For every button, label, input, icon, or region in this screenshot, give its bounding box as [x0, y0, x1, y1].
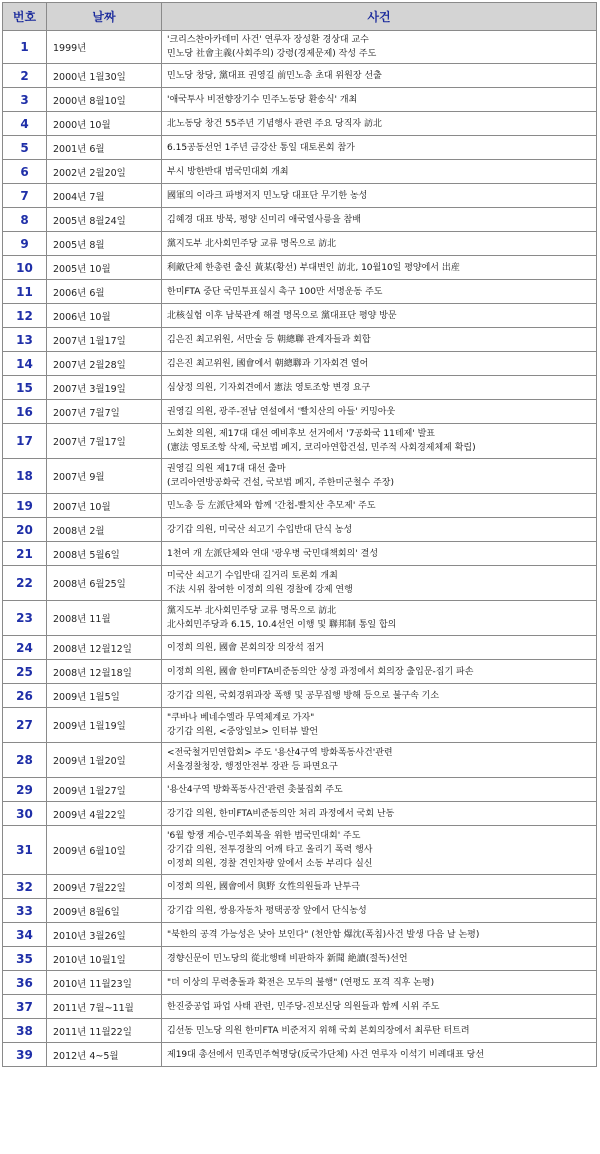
- event-line: 권영길 의원 제17대 대선 출마: [167, 464, 286, 474]
- event-line: '크리스찬아카데미 사건' 연루자 장성환 경상대 교수: [167, 35, 369, 45]
- row-event: [162, 31, 597, 64]
- row-date: 2007년 7월7일: [47, 400, 162, 424]
- event-line: 利敵단체 한총련 출신 黃某(황선) 부대변인 訪北, 10월10일 평양에서 出産: [167, 262, 460, 273]
- row-number: 5: [3, 136, 47, 160]
- row-date: 2008년 6월25일: [47, 566, 162, 601]
- table-row: [3, 136, 597, 160]
- table-row: [3, 376, 597, 400]
- row-date: 2009년 7월22일: [47, 875, 162, 899]
- table-row: [3, 899, 597, 923]
- event-line: 北노동당 창건 55주년 기념행사 관련 주요 당직자 訪北: [167, 118, 382, 129]
- row-number: 30: [3, 802, 47, 826]
- row-event: [162, 1043, 597, 1067]
- table-row: [3, 778, 597, 802]
- row-number: 33: [3, 899, 47, 923]
- row-event: [162, 708, 597, 743]
- row-number: 23: [3, 601, 47, 636]
- row-event: [162, 304, 597, 328]
- row-date: 2000년 10월: [47, 112, 162, 136]
- event-line: 이정희 의원, 경찰 견인차량 앞에서 소동 부리다 실신: [167, 859, 373, 869]
- row-event: [162, 459, 597, 494]
- header-date: 날짜: [47, 3, 162, 31]
- table-row: [3, 112, 597, 136]
- row-date: 2008년 12월18일: [47, 660, 162, 684]
- table-row: [3, 208, 597, 232]
- table-row: [3, 566, 597, 601]
- table-row: [3, 660, 597, 684]
- row-date: 2008년 5월6일: [47, 542, 162, 566]
- row-number: 29: [3, 778, 47, 802]
- event-line: (憲法 영토조항 삭제, 국보법 폐지, 코리아연합건설, 민주적 사회경제체제 확립): [167, 443, 476, 453]
- row-event: [162, 328, 597, 352]
- row-date: 2007년 10월: [47, 494, 162, 518]
- row-number: 37: [3, 995, 47, 1019]
- event-line: "더 이상의 무력충돌과 확전은 모두의 불행" (연평도 포격 직후 논평): [167, 977, 435, 988]
- event-line: 김은진 최고위원, 國會에서 朝總聯과 기자회견 열어: [167, 358, 369, 369]
- table-row: [3, 601, 597, 636]
- event-line: 강기갑 의원, 한미FTA비준동의안 처리 과정에서 국회 난동: [167, 808, 395, 819]
- row-event: [162, 802, 597, 826]
- row-date: 2009년 4월22일: [47, 802, 162, 826]
- row-date: 2011년 7월~11월: [47, 995, 162, 1019]
- row-date: 2008년 2월: [47, 518, 162, 542]
- row-number: 8: [3, 208, 47, 232]
- event-line: 민노당 창당, 黨대표 권영길 前민노총 초대 위원장 선출: [167, 70, 382, 81]
- row-date: 2000년 1월30일: [47, 64, 162, 88]
- event-line: 미국산 쇠고기 수입반대 길거리 토론회 개최: [167, 571, 338, 581]
- event-line: 강기갑 의원, 쌍용자동차 평택공장 앞에서 단식농성: [167, 905, 367, 916]
- event-line: 한진중공업 파업 사태 관련, 민주당-진보신당 의원들과 함께 시위 주도: [167, 1001, 440, 1012]
- row-date: 2005년 10월: [47, 256, 162, 280]
- event-line: 강기갑 의원, <중앙일보> 인터뷰 발언: [167, 727, 319, 737]
- table-row: [3, 636, 597, 660]
- row-date: 2009년 1월5일: [47, 684, 162, 708]
- table-row: [3, 304, 597, 328]
- table-row: [3, 88, 597, 112]
- event-line: 서울경찰청장, 행정안전부 장관 등 파면요구: [167, 762, 338, 772]
- event-line: 國軍의 이라크 파병저지 민노당 대표단 무기한 농성: [167, 190, 368, 201]
- event-line: '6월 항쟁 계승-민주회복을 위한 범국민대회' 주도: [167, 831, 361, 841]
- row-event: [162, 424, 597, 459]
- row-event: [162, 64, 597, 88]
- event-line: 이정희 의원, 國會에서 與野 女性의원들과 난투극: [167, 881, 360, 892]
- row-event: [162, 136, 597, 160]
- row-event: [162, 542, 597, 566]
- row-number: 24: [3, 636, 47, 660]
- event-line: 경향신문이 민노당의 從北행태 비판하자 新聞 絶讀(절독)선언: [167, 953, 408, 964]
- timeline-table: [2, 2, 597, 1067]
- row-event: [162, 160, 597, 184]
- row-event: [162, 601, 597, 636]
- row-number: 10: [3, 256, 47, 280]
- event-line: 노회찬 의원, 제17대 대선 예비후보 선거에서 '7공화국 11테제' 발표: [167, 429, 435, 439]
- row-date: 1999년: [47, 31, 162, 64]
- row-number: 36: [3, 971, 47, 995]
- row-number: 20: [3, 518, 47, 542]
- event-line: '애국투사 비전향장기수 민주노동당 환송식' 개최: [167, 94, 358, 105]
- table-row: [3, 542, 597, 566]
- timeline-table-container: [2, 2, 596, 1067]
- row-number: 14: [3, 352, 47, 376]
- row-date: 2001년 6월: [47, 136, 162, 160]
- table-row: [3, 160, 597, 184]
- table-row: [3, 184, 597, 208]
- header-row: [3, 3, 597, 31]
- table-body: [3, 31, 597, 1067]
- row-event: [162, 778, 597, 802]
- row-number: 16: [3, 400, 47, 424]
- table-row: [3, 826, 597, 875]
- row-event: [162, 684, 597, 708]
- event-line: 6.15공동선언 1주년 금강산 통일 대토론회 참가: [167, 142, 355, 153]
- event-line: "북한의 공격 가능성은 낮아 보인다" (천안함 爆沈(폭침)사건 발생 다음 날 논평): [167, 929, 480, 940]
- row-date: 2007년 2월28일: [47, 352, 162, 376]
- row-number: 26: [3, 684, 47, 708]
- row-date: 2006년 10월: [47, 304, 162, 328]
- row-date: 2000년 8월10일: [47, 88, 162, 112]
- event-line: 1천여 개 左派단체와 연대 '광우병 국민대책회의' 결성: [167, 548, 379, 559]
- row-event: [162, 875, 597, 899]
- row-event: [162, 280, 597, 304]
- event-line: 김혜경 대표 방북, 평양 신미리 애국열사릉을 참배: [167, 214, 361, 225]
- row-date: 2009년 1월27일: [47, 778, 162, 802]
- event-line: 심상정 의원, 기자회견에서 憲法 영토조항 변경 요구: [167, 382, 371, 393]
- table-row: [3, 875, 597, 899]
- row-date: 2005년 8월: [47, 232, 162, 256]
- table-row: [3, 328, 597, 352]
- event-line: 이정희 의원, 國會 본회의장 의장석 점거: [167, 642, 324, 653]
- row-event: [162, 923, 597, 947]
- row-date: 2005년 8월24일: [47, 208, 162, 232]
- event-line: 黨지도부 北사회민주당 교류 명목으로 訪北: [167, 606, 337, 616]
- table-row: [3, 424, 597, 459]
- row-number: 15: [3, 376, 47, 400]
- event-line: 김선동 민노당 의원 한미FTA 비준저지 위해 국회 본회의장에서 최루탄 터트려: [167, 1025, 470, 1036]
- row-number: 35: [3, 947, 47, 971]
- table-row: [3, 494, 597, 518]
- row-date: 2004년 7월: [47, 184, 162, 208]
- row-number: 25: [3, 660, 47, 684]
- event-line: '용산4구역 방화폭동사건'관련 촛불집회 주도: [167, 784, 343, 795]
- row-event: [162, 566, 597, 601]
- event-line: 한미FTA 중단 국민투표실시 촉구 100만 서명운동 주도: [167, 286, 383, 297]
- table-row: [3, 400, 597, 424]
- table-row: [3, 31, 597, 64]
- row-event: [162, 636, 597, 660]
- event-line: <전국철거민연합회> 주도 '용산4구역 방화폭동사건'관련: [167, 748, 393, 758]
- event-line: 강기갑 의원, 미국산 쇠고기 수입반대 단식 농성: [167, 524, 353, 535]
- row-date: 2008년 12월12일: [47, 636, 162, 660]
- row-event: [162, 232, 597, 256]
- row-number: 27: [3, 708, 47, 743]
- header-event: 사건: [162, 3, 597, 31]
- event-line: (코리아연방공화국 건설, 국보법 폐지, 주한미군철수 주장): [167, 478, 395, 488]
- row-date: 2012년 4~5월: [47, 1043, 162, 1067]
- row-date: 2010년 3월26일: [47, 923, 162, 947]
- table-row: [3, 947, 597, 971]
- row-number: 17: [3, 424, 47, 459]
- row-number: 13: [3, 328, 47, 352]
- table-row: [3, 708, 597, 743]
- row-number: 1: [3, 31, 47, 64]
- row-number: 18: [3, 459, 47, 494]
- event-line: 이정희 의원, 國會 한미FTA비준동의안 상정 과정에서 회의장 출입문-집기 파손: [167, 666, 474, 677]
- row-number: 34: [3, 923, 47, 947]
- table-row: [3, 1019, 597, 1043]
- table-row: [3, 518, 597, 542]
- row-event: [162, 494, 597, 518]
- row-number: 6: [3, 160, 47, 184]
- event-line: 北核실험 이후 남북관계 해결 명목으로 黨대표단 평양 방문: [167, 310, 397, 321]
- row-date: 2011년 11월22일: [47, 1019, 162, 1043]
- table-row: [3, 684, 597, 708]
- row-date: 2009년 1월20일: [47, 743, 162, 778]
- event-line: 강기갑 의원, 전투경찰의 어깨 타고 올리기 폭력 행사: [167, 845, 373, 855]
- row-event: [162, 743, 597, 778]
- table-row: [3, 459, 597, 494]
- row-number: 2: [3, 64, 47, 88]
- row-date: 2010년 10월1일: [47, 947, 162, 971]
- row-number: 22: [3, 566, 47, 601]
- row-number: 19: [3, 494, 47, 518]
- header-number: 번호: [3, 3, 47, 31]
- row-event: [162, 88, 597, 112]
- row-event: [162, 352, 597, 376]
- event-line: 黨지도부 北사회민주당 교류 명목으로 訪北: [167, 238, 337, 249]
- table-row: [3, 232, 597, 256]
- row-event: [162, 971, 597, 995]
- row-date: 2009년 6월10일: [47, 826, 162, 875]
- row-event: [162, 376, 597, 400]
- row-number: 11: [3, 280, 47, 304]
- row-date: 2002년 2월20일: [47, 160, 162, 184]
- table-row: [3, 256, 597, 280]
- row-event: [162, 400, 597, 424]
- row-date: 2006년 6월: [47, 280, 162, 304]
- event-line: 민노총 등 左派단체와 함께 '간첩-빨치산 추모제' 주도: [167, 500, 376, 511]
- row-date: 2008년 11월: [47, 601, 162, 636]
- table-row: [3, 352, 597, 376]
- row-event: [162, 995, 597, 1019]
- row-number: 12: [3, 304, 47, 328]
- row-number: 21: [3, 542, 47, 566]
- table-row: [3, 971, 597, 995]
- event-line: 제19대 총선에서 민족민주혁명당(反국가단체) 사건 연루자 이석기 비례대표 당선: [167, 1049, 485, 1060]
- row-number: 28: [3, 743, 47, 778]
- row-event: [162, 184, 597, 208]
- row-event: [162, 1019, 597, 1043]
- table-row: [3, 802, 597, 826]
- row-number: 39: [3, 1043, 47, 1067]
- row-number: 32: [3, 875, 47, 899]
- row-event: [162, 518, 597, 542]
- row-date: 2010년 11월23일: [47, 971, 162, 995]
- row-date: 2009년 8월6일: [47, 899, 162, 923]
- row-date: 2009년 1월19일: [47, 708, 162, 743]
- table-row: [3, 64, 597, 88]
- event-line: 민노당 社會主義(사회주의) 강령(경제문제) 작성 주도: [167, 49, 377, 59]
- event-line: 권영길 의원, 광주-전남 연설에서 '빨치산의 아들' 커밍아웃: [167, 406, 396, 417]
- event-line: 부시 방한반대 범국민대회 개최: [167, 166, 289, 177]
- table-row: [3, 1043, 597, 1067]
- row-number: 7: [3, 184, 47, 208]
- row-date: 2007년 1월17일: [47, 328, 162, 352]
- row-number: 4: [3, 112, 47, 136]
- row-event: [162, 899, 597, 923]
- row-event: [162, 256, 597, 280]
- table-row: [3, 743, 597, 778]
- event-line: 北사회민주당과 6.15, 10.4선언 이행 및 聯邦制 통일 합의: [167, 620, 397, 630]
- table-row: [3, 280, 597, 304]
- event-line: 不法 시위 참여한 이정희 의원 경찰에 강제 연행: [167, 585, 353, 595]
- table-row: [3, 995, 597, 1019]
- event-line: 강기갑 의원, 국회경위과장 폭행 및 공무집행 방해 등으로 불구속 기소: [167, 690, 440, 701]
- row-number: 31: [3, 826, 47, 875]
- event-line: "쿠바나 베네수엘라 무역체계로 가자": [167, 713, 315, 723]
- row-event: [162, 660, 597, 684]
- row-event: [162, 208, 597, 232]
- row-date: 2007년 7월17일: [47, 424, 162, 459]
- row-event: [162, 112, 597, 136]
- event-line: 김은진 최고위원, 서만술 등 朝總聯 관계자들과 회합: [167, 334, 371, 345]
- row-event: [162, 947, 597, 971]
- row-date: 2007년 9월: [47, 459, 162, 494]
- row-date: 2007년 3월19일: [47, 376, 162, 400]
- row-number: 9: [3, 232, 47, 256]
- row-event: [162, 826, 597, 875]
- row-number: 3: [3, 88, 47, 112]
- table-row: [3, 923, 597, 947]
- row-number: 38: [3, 1019, 47, 1043]
